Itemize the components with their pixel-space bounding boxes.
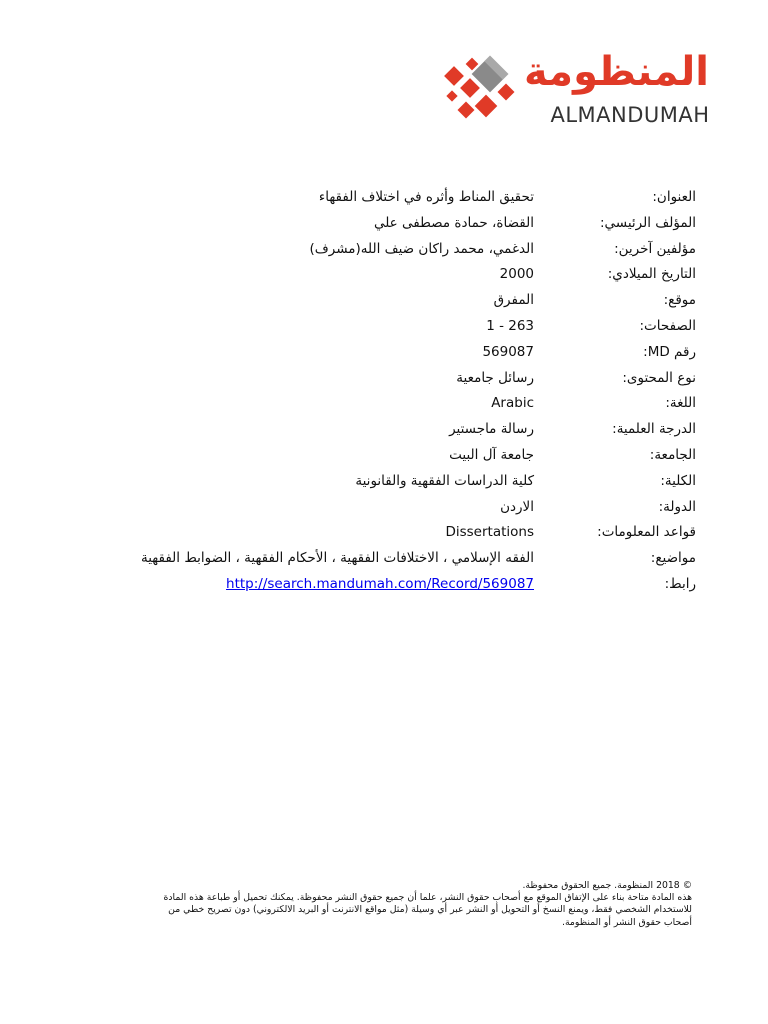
record-row-database — [0, 519, 768, 545]
field-value: رسالة ماجستير — [449, 421, 534, 438]
field-label: رقم MD: — [643, 343, 696, 360]
record-row-subjects — [0, 545, 768, 571]
field-label: مواضيع: — [650, 550, 696, 567]
field-label: الدرجة العلمية: — [612, 421, 696, 438]
logo-arabic-text: المنظومة — [524, 49, 709, 95]
record-row-main-author — [0, 210, 768, 236]
field-label: التاريخ الميلادي: — [607, 266, 696, 283]
field-value: رسائل جامعية — [456, 369, 534, 386]
field-value: المفرق — [493, 292, 534, 309]
copyright-line: © 2018 المنظومة. جميع الحقوق محفوظة. — [522, 880, 692, 891]
logo-english-text: ALMANDUMAH — [550, 103, 710, 127]
license-line: هذه المادة متاحة بناء على الإتفاق الموقع مع أصحاب حقوق النشر، علما أن جميع حقوق النشر محفوظة. يمكنك تحميل أو طباعة هذه المادة — [163, 892, 692, 904]
field-value: 569087 — [482, 343, 534, 360]
record-row-language — [0, 390, 768, 416]
field-label: قواعد المعلومات: — [597, 524, 696, 541]
record-row-country — [0, 494, 768, 520]
field-value: الاردن — [500, 498, 534, 515]
record-link[interactable]: http://search.mandumah.com/Record/569087 — [226, 575, 534, 592]
field-label: اللغة: — [665, 395, 696, 412]
field-value: Arabic — [491, 395, 534, 412]
license-line: أصحاب حقوق النشر أو المنظومة. — [561, 916, 692, 928]
copyright-footer — [56, 880, 692, 929]
record-row-other-authors — [0, 236, 768, 262]
field-value: 1 - 263 — [486, 317, 534, 334]
field-label: رابط: — [664, 575, 696, 592]
record-row-university — [0, 442, 768, 468]
field-value: كلية الدراسات الفقهية والقانونية — [355, 472, 534, 489]
field-value: Dissertations — [445, 524, 534, 541]
field-label: الجامعة: — [649, 446, 696, 463]
field-value: القضاة، حمادة مصطفى علي — [373, 214, 534, 231]
field-label: الصفحات: — [639, 317, 696, 334]
field-value: جامعة آل البيت — [449, 446, 534, 463]
record-row-title — [0, 184, 768, 210]
field-value: تحقيق المناط وأثره في اختلاف الفقهاء — [318, 189, 534, 205]
field-value: الدغمي، محمد راكان ضيف الله(مشرف) — [309, 240, 534, 257]
field-label: الدولة: — [658, 498, 696, 515]
field-label: مؤلفين آخرين: — [614, 240, 696, 257]
field-label: المؤلف الرئيسي: — [599, 214, 696, 231]
record-row-faculty — [0, 468, 768, 494]
field-value: 2000 — [499, 266, 534, 283]
record-row-degree — [0, 416, 768, 442]
field-value: الفقه الإسلامي ، الاختلافات الفقهية ، الأحكام الفقهية ، الضوابط الفقهية — [140, 550, 534, 567]
almandumah-logo — [436, 50, 716, 132]
record-row-pages — [0, 313, 768, 339]
field-label: الكلية: — [660, 472, 696, 489]
record-row-md-number — [0, 339, 768, 365]
record-row-location — [0, 287, 768, 313]
field-label: العنوان: — [652, 189, 696, 205]
field-label: موقع: — [663, 292, 696, 309]
record-metadata — [0, 184, 768, 597]
record-row-date — [0, 261, 768, 287]
record-row-content-type — [0, 365, 768, 391]
license-line: للاستخدام الشخصي فقط، ويمنع النسخ أو التحويل أو النشر عبر أي وسيلة (مثل مواقع الانترنت أو البريد الالكتروني) دون تصريح خطي من — [168, 904, 692, 916]
field-label: نوع المحتوى: — [622, 369, 696, 386]
record-row-link — [0, 571, 768, 597]
